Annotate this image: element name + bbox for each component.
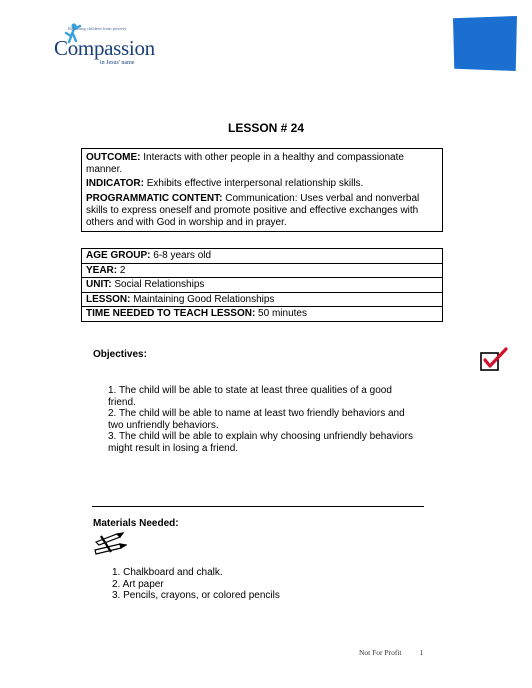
outcome-box: [81, 148, 443, 232]
info-value: 6-8 years old: [150, 250, 212, 261]
blue-corner-block: [453, 16, 517, 71]
info-label: YEAR:: [86, 264, 118, 276]
content-text: Communication: Uses verbal and nonverbal skills to express oneself and promote positive and effective exchanges with others and with God in worship and in prayer.: [86, 192, 420, 229]
indicator-text: Exhibits effective interpersonal relationship skills.: [143, 178, 364, 190]
outcome-label: OUTCOME:: [86, 152, 141, 163]
list-item: 2. The child will be able to name at least two friendly behaviors and two unfriendly behaviors.: [108, 408, 405, 431]
info-row-year: [82, 264, 442, 279]
info-row-lesson: [82, 293, 442, 308]
content-line: [86, 193, 438, 230]
info-row-time: [82, 307, 442, 322]
list-item: 1. Chalkboard and chalk.: [112, 567, 223, 578]
list-item: 1. The child will be able to state at least three qualities of a good friend.: [108, 385, 392, 408]
objectives-heading: Objectives:: [93, 349, 147, 360]
indicator-label: INDICATOR:: [86, 178, 144, 190]
info-value: 50 minutes: [255, 308, 307, 320]
materials-heading: Materials Needed:: [93, 518, 179, 529]
objectives-list: [108, 385, 418, 454]
list-item: 2. Art paper: [112, 578, 164, 590]
info-label: UNIT:: [86, 279, 112, 291]
logo-subline: in Jesus' name: [100, 60, 135, 66]
page-number: 1: [419, 648, 424, 657]
lesson-info-box: [81, 248, 443, 322]
content-label: PROGRAMMATIC CONTENT:: [86, 192, 223, 204]
outcome-line: [86, 152, 438, 176]
compassion-logo: [50, 22, 165, 72]
page-title: LESSON # 24: [227, 121, 305, 135]
outcome-text: Interacts with other people in a healthy and compassionate manner.: [86, 152, 404, 176]
info-value: Maintaining Good Relationships: [130, 293, 275, 305]
info-row-unit: [82, 278, 442, 293]
pencils-icon: [93, 532, 127, 556]
page-footer: [359, 648, 423, 657]
list-item: 3. Pencils, crayons, or colored pencils: [112, 590, 280, 602]
indicator-line: [86, 178, 438, 190]
footer-text: Not For Profit: [359, 648, 402, 657]
info-row-age-group: [82, 249, 442, 264]
info-label: LESSON:: [86, 293, 131, 305]
logo-tagline: Releasing children from poverty: [68, 26, 127, 31]
info-label: AGE GROUP:: [86, 250, 151, 261]
materials-list: [112, 567, 280, 602]
info-label: TIME NEEDED TO TEACH LESSON:: [86, 308, 256, 320]
info-value: 2: [117, 264, 126, 276]
list-item: 3. The child will be able to explain why choosing unfriendly behaviors might result in losing a friend.: [108, 431, 413, 454]
checkbox-check-icon: [479, 347, 509, 373]
divider: [92, 506, 424, 507]
logo-name: Compassion: [54, 36, 155, 60]
info-value: Social Relationships: [111, 279, 205, 291]
